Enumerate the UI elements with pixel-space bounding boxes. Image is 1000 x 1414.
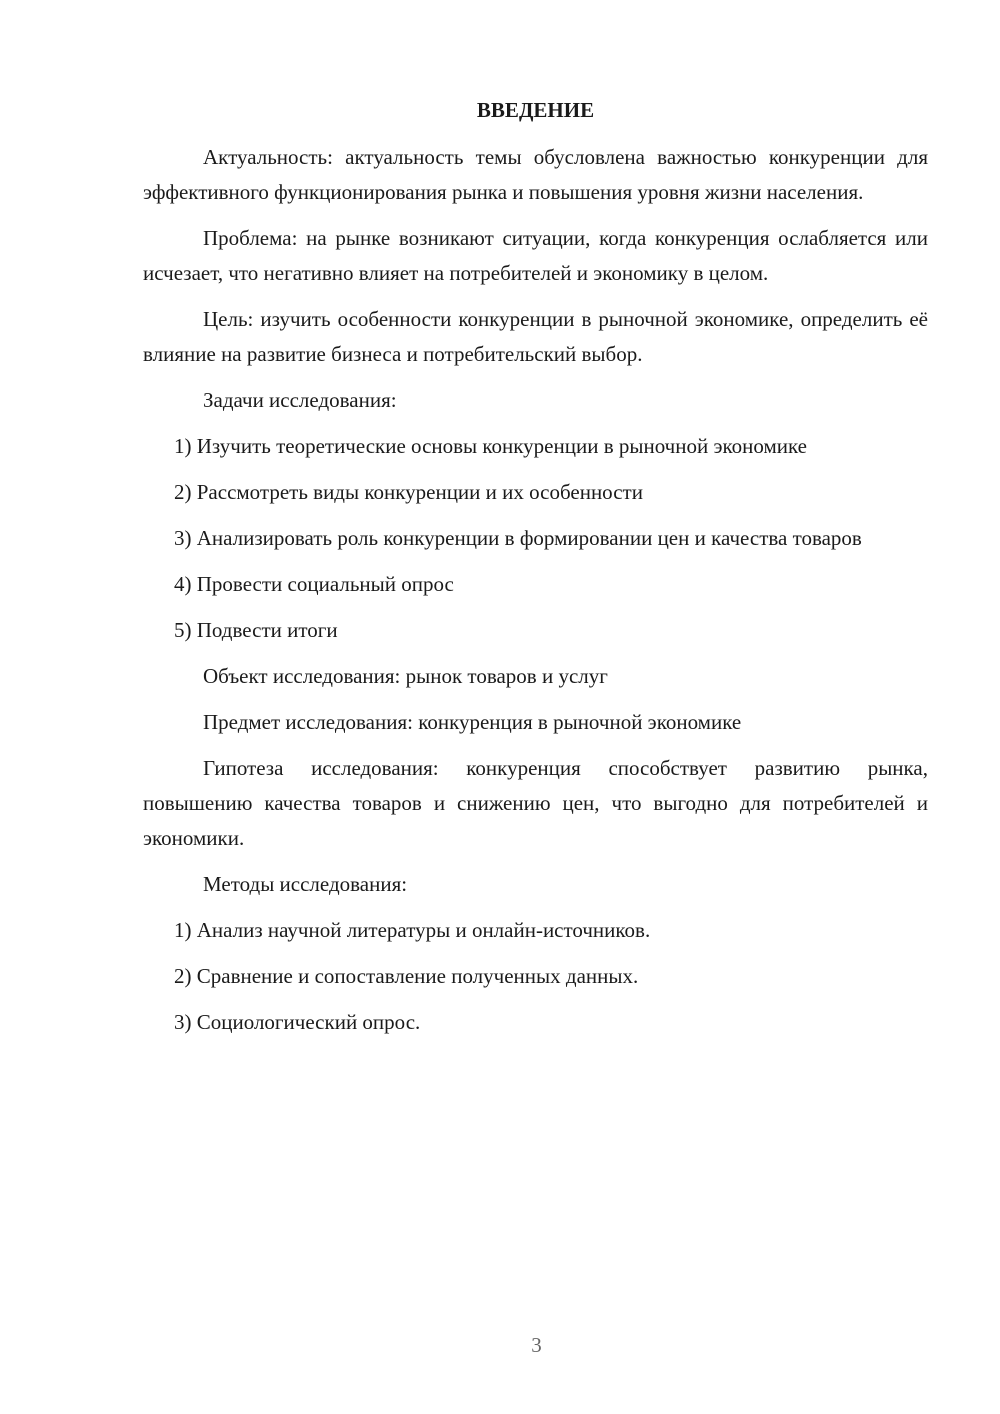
- task-item: 1) Изучить теоретические основы конкуренции в рыночной экономике: [174, 434, 807, 458]
- object-paragraph: Объект исследования: рынок товаров и услуг: [203, 664, 608, 688]
- section-title: ВВЕДЕНИЕ: [476, 98, 595, 122]
- method-item: 1) Анализ научной литературы и онлайн-источников.: [174, 918, 651, 942]
- task-item: 3) Анализировать роль конкуренции в формировании цен и качества товаров: [174, 526, 862, 550]
- goal-paragraph: Цель: изучить особенности конкуренции в рыночной экономике, определить её влияние на развитие бизнеса и потребительский выбор.: [143, 307, 928, 366]
- task-item: 4) Провести социальный опрос: [174, 572, 454, 596]
- hypothesis-paragraph: Гипотеза исследования: конкуренция способствует развитию рынка, повышению качества товаров и снижению цен, что выгодно для потребителей и экономики.: [143, 756, 928, 850]
- method-item: 2) Сравнение и сопоставление полученных данных.: [174, 964, 639, 988]
- task-item: 2) Рассмотреть виды конкуренции и их особенности: [174, 480, 643, 504]
- subject-paragraph: Предмет исследования: конкуренция в рыночной экономике: [203, 710, 742, 734]
- problem-paragraph: Проблема: на рынке возникают ситуации, когда конкуренция ослабляется или исчезает, что негативно влияет на потребителей и экономику в целом.: [143, 226, 928, 285]
- tasks-heading: Задачи исследования:: [203, 388, 397, 412]
- page-number: 3: [531, 1333, 542, 1357]
- page-content: [143, 93, 928, 1051]
- methods-heading: Методы исследования:: [203, 872, 408, 896]
- method-item: 3) Социологический опрос.: [174, 1010, 421, 1034]
- relevance-paragraph: Актуальность: актуальность темы обусловлена важностью конкуренции для эффективного функционирования рынка и повышения уровня жизни населения.: [143, 145, 928, 204]
- task-item: 5) Подвести итоги: [174, 618, 338, 642]
